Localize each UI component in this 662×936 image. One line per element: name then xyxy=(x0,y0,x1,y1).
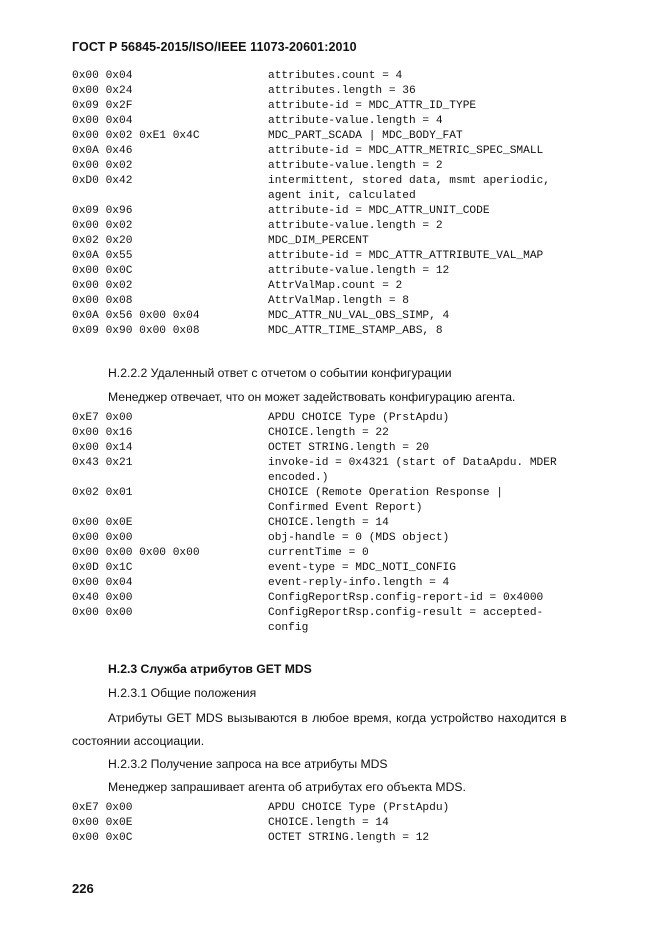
section-heading-h222: H.2.2.2 Удаленный ответ с отчетом о событии конфигурации xyxy=(108,366,452,380)
code-line xyxy=(72,129,550,144)
code-block-config-attributes xyxy=(72,69,550,339)
field-description: attributes.length = 36 xyxy=(268,85,416,97)
field-description: attribute-value.length = 12 xyxy=(268,265,450,277)
field-description: AttrValMap.count = 2 xyxy=(268,280,403,292)
field-description: encoded.) xyxy=(268,472,329,484)
field-description: APDU CHOICE Type (PrstApdu) xyxy=(268,802,450,814)
hex-bytes: 0x00 0x24 xyxy=(72,85,133,97)
field-description: MDC_DIM_PERCENT xyxy=(268,235,369,247)
field-description: CHOICE.length = 14 xyxy=(268,817,389,829)
field-description: CHOICE (Remote Operation Response | xyxy=(268,487,503,499)
hex-bytes: 0x00 0x04 xyxy=(72,70,133,82)
hex-bytes: 0x00 0x02 xyxy=(72,160,133,172)
field-description: config xyxy=(268,622,309,634)
hex-bytes: 0x00 0x16 xyxy=(72,427,133,439)
field-description: attribute-value.length = 4 xyxy=(268,115,443,127)
field-description: AttrValMap.length = 8 xyxy=(268,295,409,307)
paragraph-h222: Менеджер отвечает, что он может задействовать конфигурацию агента. xyxy=(108,390,516,404)
hex-bytes: 0x02 0x01 xyxy=(72,487,133,499)
field-description: Confirmed Event Report) xyxy=(268,502,423,514)
paragraph-h231-line2: состоянии ассоциации. xyxy=(72,734,205,748)
code-line xyxy=(72,411,557,426)
field-description: ConfigReportRsp.config-report-id = 0x4000 xyxy=(268,592,544,604)
hex-bytes: 0x0A 0x46 xyxy=(72,145,133,157)
field-description: attributes.count = 4 xyxy=(268,70,403,82)
hex-bytes: 0x00 0x00 xyxy=(72,607,133,619)
code-line xyxy=(72,456,557,471)
code-line xyxy=(72,576,557,591)
hex-bytes xyxy=(72,471,268,486)
hex-bytes: 0x0A 0x55 xyxy=(72,250,133,262)
code-line xyxy=(72,204,550,219)
code-line xyxy=(72,516,557,531)
field-description: intermittent, stored data, msmt aperiodic, xyxy=(268,175,550,187)
code-line xyxy=(72,561,557,576)
code-line xyxy=(72,264,550,279)
hex-bytes xyxy=(72,501,268,516)
hex-bytes: 0x00 0x0C xyxy=(72,832,133,844)
code-line xyxy=(72,606,557,621)
code-line xyxy=(72,531,557,546)
hex-bytes: 0xE7 0x00 xyxy=(72,802,133,814)
hex-bytes: 0x00 0x0C xyxy=(72,265,133,277)
field-description: MDC_ATTR_NU_VAL_OBS_SIMP, 4 xyxy=(268,310,450,322)
field-description: APDU CHOICE Type (PrstApdu) xyxy=(268,412,450,424)
code-line xyxy=(72,99,550,114)
page-number: 226 xyxy=(72,881,94,896)
hex-bytes: 0x00 0x02 0xE1 0x4C xyxy=(72,130,200,142)
code-line xyxy=(72,234,550,249)
hex-bytes: 0x00 0x00 xyxy=(72,532,133,544)
field-description: attribute-id = MDC_ATTR_ID_TYPE xyxy=(268,100,477,112)
field-description: attribute-id = MDC_ATTR_METRIC_SPEC_SMALL xyxy=(268,145,544,157)
code-line xyxy=(72,114,550,129)
hex-bytes: 0x00 0x04 xyxy=(72,577,133,589)
code-line xyxy=(72,219,550,234)
code-block-event-report-response xyxy=(72,411,557,636)
section-heading-h231: H.2.3.1 Общие положения xyxy=(108,686,257,700)
code-line xyxy=(72,816,449,831)
field-description: OCTET STRING.length = 12 xyxy=(268,832,430,844)
field-description: MDC_PART_SCADA | MDC_BODY_FAT xyxy=(268,130,463,142)
field-description: attribute-id = MDC_ATTR_UNIT_CODE xyxy=(268,205,490,217)
field-description: agent init, calculated xyxy=(268,190,416,202)
code-line xyxy=(72,294,550,309)
hex-bytes: 0x00 0x04 xyxy=(72,115,133,127)
code-line xyxy=(72,174,550,189)
hex-bytes: 0x00 0x00 0x00 0x00 xyxy=(72,547,200,559)
code-line xyxy=(72,621,557,636)
hex-bytes: 0xD0 0x42 xyxy=(72,175,133,187)
field-description: attribute-id = MDC_ATTR_ATTRIBUTE_VAL_MAP xyxy=(268,250,544,262)
field-description: attribute-value.length = 2 xyxy=(268,160,443,172)
code-block-get-mds-request xyxy=(72,801,449,846)
hex-bytes: 0x00 0x08 xyxy=(72,295,133,307)
field-description: OCTET STRING.length = 20 xyxy=(268,442,430,454)
code-line xyxy=(72,144,550,159)
code-line xyxy=(72,279,550,294)
code-line xyxy=(72,84,550,99)
field-description: currentTime = 0 xyxy=(268,547,369,559)
hex-bytes: 0x09 0x2F xyxy=(72,100,133,112)
hex-bytes: 0x09 0x90 0x00 0x08 xyxy=(72,325,200,337)
code-line xyxy=(72,324,550,339)
code-line xyxy=(72,546,557,561)
section-heading-h232: H.2.3.2 Получение запроса на все атрибуты MDS xyxy=(108,757,388,771)
hex-bytes: 0x00 0x0E xyxy=(72,817,133,829)
hex-bytes: 0x00 0x14 xyxy=(72,442,133,454)
field-description: CHOICE.length = 14 xyxy=(268,517,389,529)
code-line xyxy=(72,486,557,501)
field-description: CHOICE.length = 22 xyxy=(268,427,389,439)
code-line xyxy=(72,159,550,174)
code-line xyxy=(72,801,449,816)
code-line xyxy=(72,426,557,441)
code-line xyxy=(72,249,550,264)
hex-bytes: 0xE7 0x00 xyxy=(72,412,133,424)
hex-bytes: 0x40 0x00 xyxy=(72,592,133,604)
hex-bytes: 0x09 0x96 xyxy=(72,205,133,217)
section-heading-h23: H.2.3 Служба атрибутов GET MDS xyxy=(108,662,312,676)
hex-bytes: 0x0A 0x56 0x00 0x04 xyxy=(72,310,200,322)
field-description: attribute-value.length = 2 xyxy=(268,220,443,232)
field-description: ConfigReportRsp.config-result = accepted- xyxy=(268,607,544,619)
hex-bytes: 0x02 0x20 xyxy=(72,235,133,247)
code-line xyxy=(72,591,557,606)
code-line xyxy=(72,309,550,324)
paragraph-h232: Менеджер запрашивает агента об атрибутах его объекта MDS. xyxy=(108,780,466,794)
hex-bytes: 0x0D 0x1C xyxy=(72,562,133,574)
code-line xyxy=(72,189,550,204)
hex-bytes xyxy=(72,621,268,636)
code-line xyxy=(72,441,557,456)
hex-bytes: 0x00 0x02 xyxy=(72,220,133,232)
page-header: ГОСТ Р 56845-2015/ISO/IEEE 11073-20601:2010 xyxy=(72,40,357,54)
hex-bytes xyxy=(72,189,268,204)
hex-bytes: 0x43 0x21 xyxy=(72,457,133,469)
code-line xyxy=(72,471,557,486)
paragraph-h231-line1: Атрибуты GET MDS вызываются в любое время, когда устройство находится в xyxy=(108,711,567,725)
field-description: invoke-id = 0x4321 (start of DataApdu. MDER xyxy=(268,457,557,469)
field-description: obj-handle = 0 (MDS object) xyxy=(268,532,450,544)
code-line xyxy=(72,501,557,516)
field-description: event-reply-info.length = 4 xyxy=(268,577,450,589)
hex-bytes: 0x00 0x02 xyxy=(72,280,133,292)
field-description: event-type = MDC_NOTI_CONFIG xyxy=(268,562,456,574)
field-description: MDC_ATTR_TIME_STAMP_ABS, 8 xyxy=(268,325,443,337)
hex-bytes: 0x00 0x0E xyxy=(72,517,133,529)
code-line xyxy=(72,831,449,846)
code-line xyxy=(72,69,550,84)
